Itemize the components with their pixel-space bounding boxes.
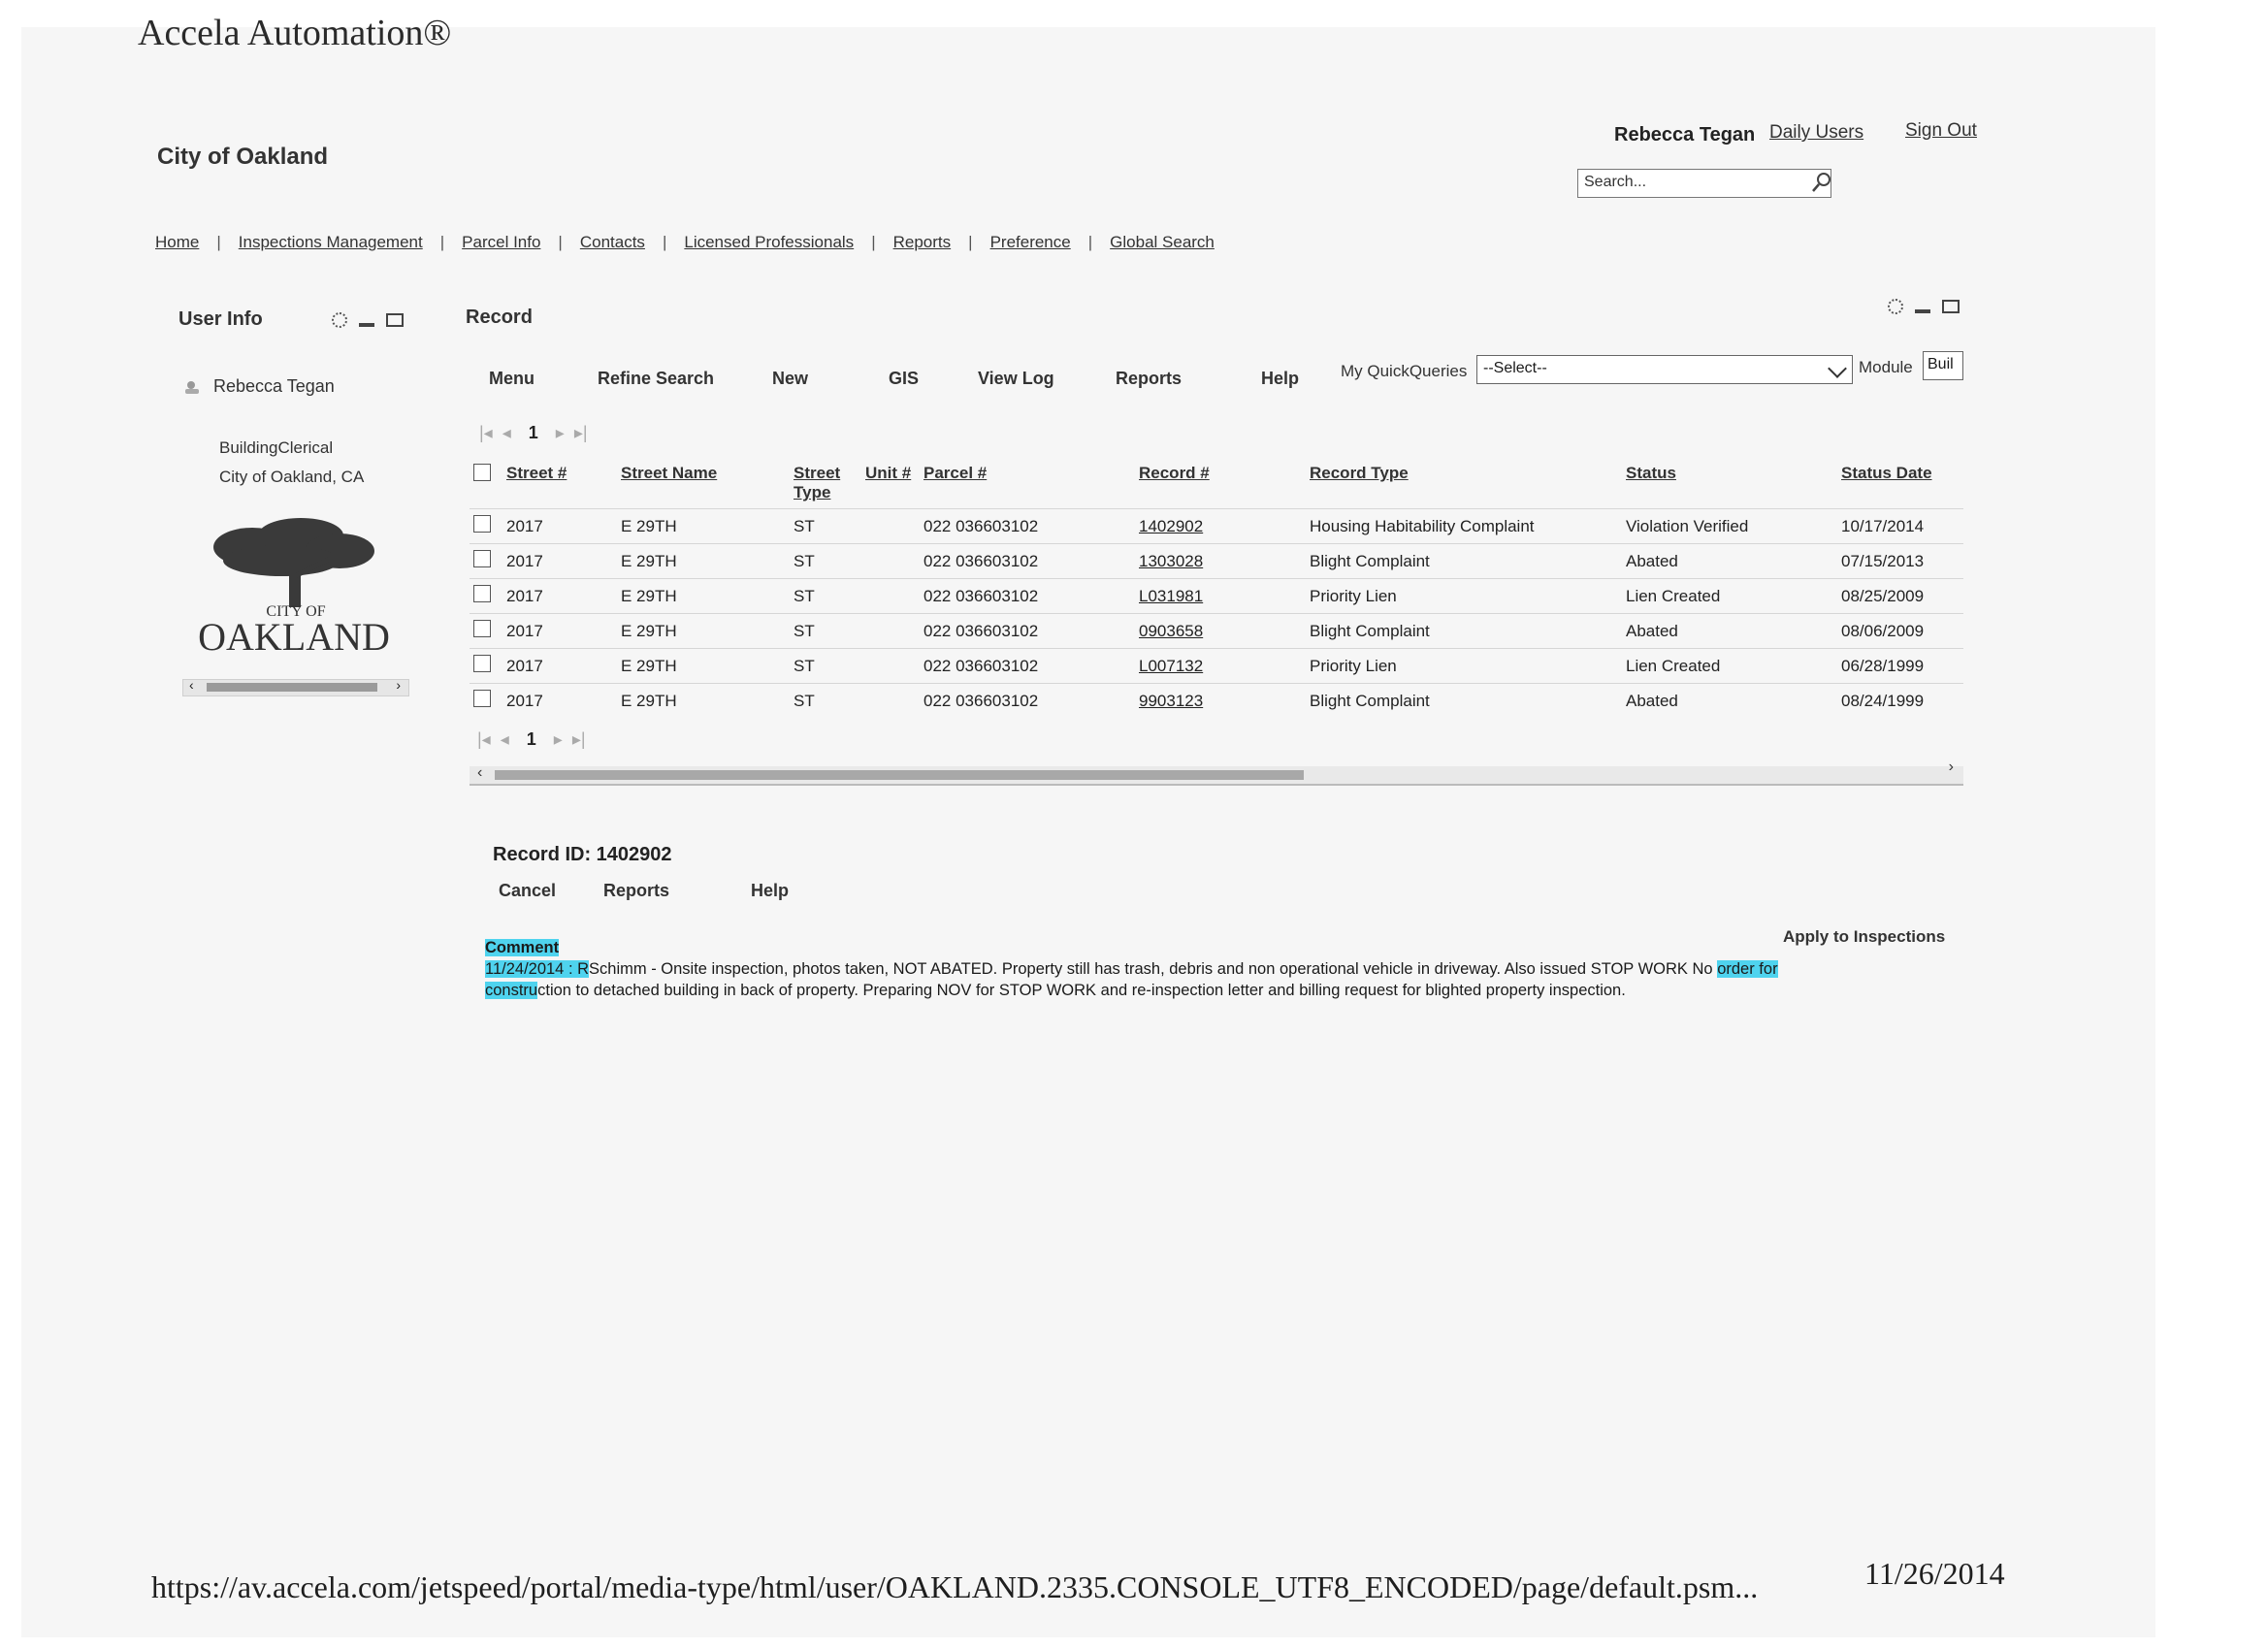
cell-street-name: E 29TH xyxy=(617,684,790,719)
row-select-cell xyxy=(470,614,502,649)
user-icon xyxy=(184,380,202,394)
row-checkbox[interactable] xyxy=(473,655,491,672)
current-user: Rebecca Tegan xyxy=(1614,124,1756,146)
settings-icon[interactable] xyxy=(1888,299,1903,314)
col-parcel[interactable]: Parcel # xyxy=(923,464,988,482)
cell-status: Lien Created xyxy=(1622,579,1837,614)
col-street-name[interactable]: Street Name xyxy=(621,464,718,482)
sign-out-link[interactable]: Sign Out xyxy=(1905,120,1977,141)
nav-separator: | xyxy=(871,233,876,251)
cell-street-number: 2017 xyxy=(502,649,617,684)
cell-record-type: Blight Complaint xyxy=(1306,684,1622,719)
row-select-cell xyxy=(470,684,502,719)
reports-button[interactable]: Reports xyxy=(1116,369,1183,388)
pager-bottom xyxy=(477,729,586,750)
nav-parcel-info[interactable]: Parcel Info xyxy=(462,233,541,251)
record-link[interactable]: 1303028 xyxy=(1135,544,1306,579)
cell-parcel: 022 036603102 xyxy=(920,579,1135,614)
cell-street-name: E 29TH xyxy=(617,509,790,544)
cell-street-number: 2017 xyxy=(502,614,617,649)
comment-label: Comment xyxy=(485,939,560,956)
col-record-type[interactable]: Record Type xyxy=(1310,464,1409,482)
quickqueries-label: My QuickQueries xyxy=(1341,362,1468,380)
col-status-date[interactable]: Status Date xyxy=(1841,464,1932,482)
nav-preference[interactable]: Preference xyxy=(989,233,1071,251)
nav-separator: | xyxy=(968,233,973,251)
next-page-icon[interactable]: ▸ xyxy=(553,729,563,749)
nav-home[interactable]: Home xyxy=(155,233,200,251)
nav-separator: | xyxy=(662,233,667,251)
col-record-number[interactable]: Record # xyxy=(1139,464,1210,482)
nav-licensed-professionals[interactable]: Licensed Professionals xyxy=(684,233,855,251)
scroll-thumb[interactable] xyxy=(495,770,1304,780)
search-input[interactable]: Search... xyxy=(1577,169,1831,198)
maximize-icon[interactable] xyxy=(386,313,404,327)
menu-button[interactable]: Menu xyxy=(489,369,535,388)
cell-parcel: 022 036603102 xyxy=(920,544,1135,579)
row-select-cell xyxy=(470,544,502,579)
next-page-icon[interactable]: ▸ xyxy=(555,423,565,442)
city-of-oakland-logo xyxy=(184,518,407,663)
record-link[interactable]: L031981 xyxy=(1135,579,1306,614)
cell-status-date: 10/17/2014 xyxy=(1837,509,1963,544)
cell-status-date: 08/24/1999 xyxy=(1837,684,1963,719)
cell-status: Abated xyxy=(1622,544,1837,579)
detail-reports-button[interactable]: Reports xyxy=(603,881,670,900)
record-link[interactable]: 9903123 xyxy=(1135,684,1306,719)
user-info-name: Rebecca Tegan xyxy=(213,376,335,396)
org-title: City of Oakland xyxy=(157,144,329,170)
user-role: BuildingClerical xyxy=(219,438,334,457)
cell-street-number: 2017 xyxy=(502,684,617,719)
table-row[interactable] xyxy=(470,649,1963,684)
cell-record-type: Blight Complaint xyxy=(1306,544,1622,579)
table-row[interactable] xyxy=(470,579,1963,614)
cell-street-name: E 29TH xyxy=(617,579,790,614)
record-id-label: Record ID: 1402902 xyxy=(493,844,672,865)
col-unit[interactable]: Unit # xyxy=(865,464,912,482)
table-header-row xyxy=(470,456,1963,509)
cell-unit xyxy=(861,649,920,684)
scroll-left-icon[interactable]: ‹ xyxy=(477,764,483,781)
cell-street-type: ST xyxy=(790,509,861,544)
scroll-right-icon[interactable]: › xyxy=(1948,759,1954,775)
record-link[interactable]: L007132 xyxy=(1135,649,1306,684)
minimize-icon[interactable] xyxy=(359,323,374,327)
table-row[interactable] xyxy=(470,544,1963,579)
row-checkbox[interactable] xyxy=(473,550,491,567)
row-select-cell xyxy=(470,509,502,544)
help-button[interactable]: Help xyxy=(1261,369,1300,388)
cell-parcel: 022 036603102 xyxy=(920,614,1135,649)
cell-status: Abated xyxy=(1622,614,1837,649)
scroll-left-icon[interactable]: ‹ xyxy=(189,677,194,693)
user-location: City of Oakland, CA xyxy=(219,468,365,486)
comment-body-continued: ction to detached building in back of property. Preparing NOV for STOP WORK and re-inspection letter and billing request for blighted property inspection. xyxy=(537,982,1626,999)
select-all-cell xyxy=(470,456,502,509)
nav-global-search[interactable]: Global Search xyxy=(1110,233,1215,251)
record-link[interactable]: 0903658 xyxy=(1135,614,1306,649)
cell-record-type: Priority Lien xyxy=(1306,579,1622,614)
search-icon[interactable] xyxy=(1810,171,1833,194)
view-log-button[interactable]: View Log xyxy=(978,369,1054,388)
cell-street-number: 2017 xyxy=(502,544,617,579)
row-checkbox[interactable] xyxy=(473,585,491,602)
minimize-icon[interactable] xyxy=(1915,309,1930,313)
cell-street-type: ST xyxy=(790,579,861,614)
printed-page xyxy=(21,27,2155,1637)
table-row[interactable] xyxy=(470,684,1963,719)
first-page-icon[interactable]: |◂ xyxy=(477,729,491,749)
print-footer-date: 11/26/2014 xyxy=(1864,1556,2005,1591)
scroll-right-icon[interactable]: › xyxy=(396,677,401,693)
maximize-icon[interactable] xyxy=(1942,300,1960,313)
new-button[interactable]: New xyxy=(772,369,809,388)
record-window-controls xyxy=(1888,299,1960,314)
nav-contacts[interactable]: Contacts xyxy=(579,233,645,251)
user-info-window-controls xyxy=(332,312,404,328)
first-page-icon[interactable]: |◂ xyxy=(479,423,493,442)
module-input[interactable]: Buil xyxy=(1923,351,1963,380)
apply-to-inspections-link[interactable]: Apply to Inspections xyxy=(1783,927,1946,946)
col-status[interactable]: Status xyxy=(1626,464,1676,482)
comment-block xyxy=(485,937,1824,1001)
module-label: Module xyxy=(1859,358,1913,376)
cell-record-type: Blight Complaint xyxy=(1306,614,1622,649)
cell-status-date: 06/28/1999 xyxy=(1837,649,1963,684)
page-number[interactable]: 1 xyxy=(526,729,536,749)
record-link[interactable]: 1402902 xyxy=(1135,509,1306,544)
cell-street-number: 2017 xyxy=(502,509,617,544)
svg-text:OAKLAND: OAKLAND xyxy=(198,615,390,659)
col-street-number[interactable]: Street # xyxy=(506,464,567,482)
quickqueries-select[interactable] xyxy=(1476,355,1853,384)
page-number[interactable]: 1 xyxy=(528,423,538,442)
table-row[interactable] xyxy=(470,614,1963,649)
nav-separator: | xyxy=(1087,233,1093,251)
cell-parcel: 022 036603102 xyxy=(920,649,1135,684)
nav-inspections-management[interactable]: Inspections Management xyxy=(238,233,423,251)
cell-unit xyxy=(861,684,920,719)
cell-status-date: 07/15/2013 xyxy=(1837,544,1963,579)
table-horizontal-scrollbar[interactable] xyxy=(470,759,1963,786)
prev-page-icon[interactable]: ◂ xyxy=(500,729,509,749)
record-table xyxy=(470,456,1963,718)
last-page-icon[interactable]: ▸| xyxy=(571,729,586,749)
gis-button[interactable]: GIS xyxy=(889,369,920,388)
cell-status: Violation Verified xyxy=(1622,509,1837,544)
refine-search-button[interactable]: Refine Search xyxy=(598,369,715,388)
select-all-checkbox[interactable] xyxy=(473,464,491,481)
cell-street-type: ST xyxy=(790,544,861,579)
table-row[interactable] xyxy=(470,509,1963,544)
nav-separator: | xyxy=(439,233,445,251)
svg-text:CITY OF: CITY OF xyxy=(266,603,326,620)
nav-separator: | xyxy=(216,233,221,251)
cancel-button[interactable]: Cancel xyxy=(499,881,557,900)
cell-unit xyxy=(861,509,920,544)
print-footer-url: https://av.accela.com/jetspeed/portal/media-type/html/user/OAKLAND.2335.CONSOLE_UTF8_ENCODED/page/default.psm... xyxy=(151,1569,1759,1604)
cell-street-type: ST xyxy=(790,649,861,684)
cell-unit xyxy=(861,579,920,614)
prev-page-icon[interactable]: ◂ xyxy=(502,423,511,442)
cell-status: Abated xyxy=(1622,684,1837,719)
scroll-thumb[interactable] xyxy=(207,683,377,692)
row-checkbox[interactable] xyxy=(473,690,491,707)
cell-status-date: 08/06/2009 xyxy=(1837,614,1963,649)
cell-record-type: Housing Habitability Complaint xyxy=(1306,509,1622,544)
comment-text xyxy=(485,958,1824,1001)
col-street-type[interactable]: Street Type xyxy=(794,464,841,501)
cell-unit xyxy=(861,544,920,579)
cell-street-type: ST xyxy=(790,614,861,649)
main-nav xyxy=(155,233,1215,252)
comment-date: 11/24/2014 : R xyxy=(485,960,590,978)
row-select-cell xyxy=(470,649,502,684)
cell-street-type: ST xyxy=(790,684,861,719)
cell-street-name: E 29TH xyxy=(617,649,790,684)
cell-parcel: 022 036603102 xyxy=(920,509,1135,544)
cell-status-date: 08/25/2009 xyxy=(1837,579,1963,614)
sidebar-scrollbar[interactable] xyxy=(182,679,409,696)
record-panel-title: Record xyxy=(466,307,533,328)
nav-reports[interactable]: Reports xyxy=(892,233,952,251)
cell-record-type: Priority Lien xyxy=(1306,649,1622,684)
detail-help-button[interactable]: Help xyxy=(751,881,790,900)
cell-parcel: 022 036603102 xyxy=(920,684,1135,719)
nav-separator: | xyxy=(558,233,563,251)
comment-body: Schimm - Onsite inspection, photos taken, NOT ABATED. Property still has trash, debris and non operational vehicle in driveway. Also issued STOP WORK No xyxy=(589,960,1718,978)
chevron-down-icon xyxy=(1828,359,1847,378)
row-checkbox[interactable] xyxy=(473,620,491,637)
record-table-wrapper xyxy=(470,456,1963,718)
pager-top xyxy=(479,423,588,443)
cell-street-name: E 29TH xyxy=(617,614,790,649)
cell-street-number: 2017 xyxy=(502,579,617,614)
settings-icon[interactable] xyxy=(332,312,347,328)
quickqueries-value: --Select-- xyxy=(1483,360,1547,376)
cell-status: Lien Created xyxy=(1622,649,1837,684)
comment-highlight: order for constru xyxy=(485,960,1778,999)
user-info-title: User Info xyxy=(178,308,263,330)
row-checkbox[interactable] xyxy=(473,515,491,533)
last-page-icon[interactable]: ▸| xyxy=(573,423,588,442)
daily-users-link[interactable]: Daily Users xyxy=(1769,122,1864,143)
cell-street-name: E 29TH xyxy=(617,544,790,579)
print-header-title: Accela Automation® xyxy=(138,13,452,53)
cell-unit xyxy=(861,614,920,649)
row-select-cell xyxy=(470,579,502,614)
